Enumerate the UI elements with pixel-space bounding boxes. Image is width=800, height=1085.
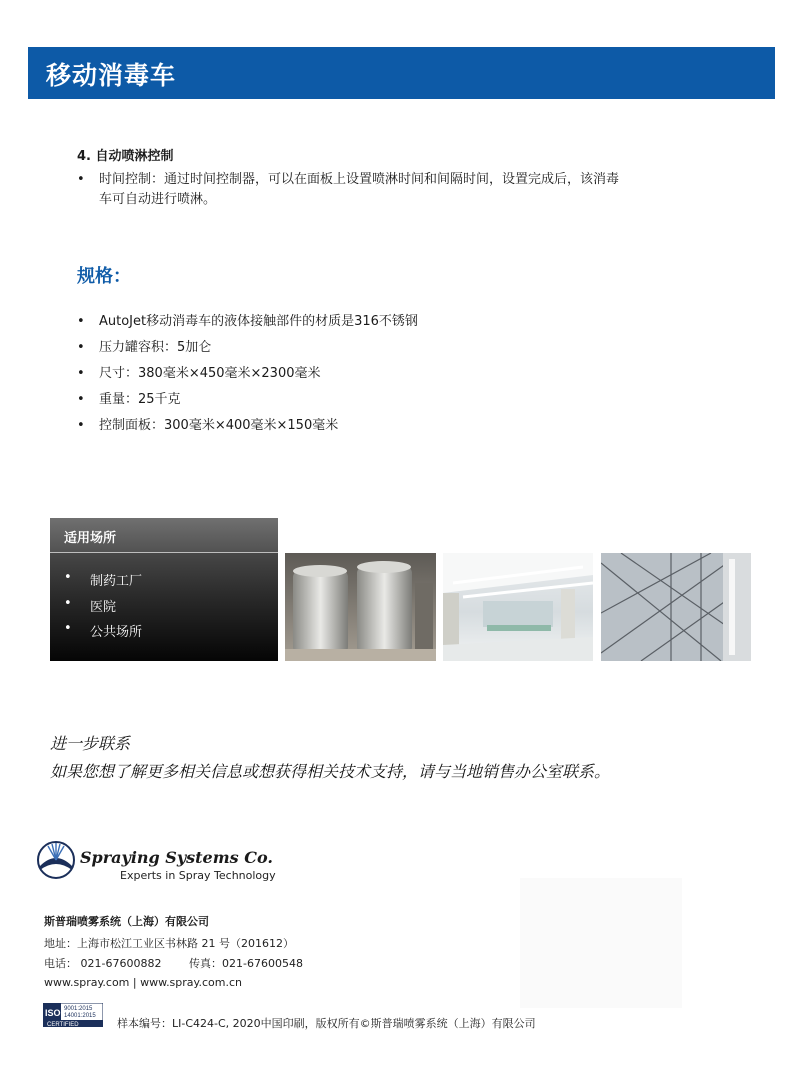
- spraying-systems-logo-icon: [36, 840, 76, 884]
- brand-name: Spraying Systems Co.: [80, 848, 273, 867]
- page-title: 移动消毒车: [46, 61, 177, 90]
- bullet-glyph: •: [64, 570, 72, 585]
- contact-text: 如果您想了解更多相关信息或想获得相关技术支持，请与当地销售办公室联系。: [50, 762, 611, 781]
- spec-item: 重量：25千克: [99, 392, 181, 407]
- application-item-label: 医院: [90, 600, 117, 615]
- public-space-photo: [601, 553, 751, 661]
- application-item-label: 公共场所: [90, 625, 143, 640]
- applications-box: [50, 518, 278, 661]
- brand-tagline: Experts in Spray Technology: [120, 869, 276, 882]
- list-item-text: [99, 170, 699, 210]
- company-address: 地址：上海市松江工业区书林路 21 号（201612）: [44, 937, 294, 950]
- spec-item: 控制面板：300毫米×400毫米×150毫米: [99, 418, 339, 433]
- list-item-line: 时间控制：通过时间控制器，可以在面板上设置喷淋时间和间隔时间，设置完成后，该消毒: [99, 172, 620, 187]
- spec-item: AutoJet移动消毒车的液体接触部件的材质是316不锈钢: [99, 314, 418, 329]
- iso-certified-logo-icon: [43, 1003, 103, 1031]
- faint-panel: [520, 878, 682, 1008]
- iso-mark: ISO: [45, 1008, 61, 1018]
- bullet-glyph: •: [64, 596, 72, 611]
- applications-header: [50, 518, 278, 553]
- company-phone: 电话： 021-67600882: [44, 957, 162, 970]
- spec-item: 尺寸：380毫米×450毫米×2300毫米: [99, 366, 321, 381]
- company-website[interactable]: www.spray.com | www.spray.com.cn: [44, 976, 242, 989]
- spec-item: 压力罐容积：5加仑: [99, 340, 212, 355]
- applications-title: 适用场所: [64, 531, 117, 546]
- bullet-glyph: •: [77, 366, 85, 381]
- application-item-label: 制药工厂: [90, 574, 143, 589]
- specs-heading: 规格：: [77, 266, 131, 287]
- list-item-line: 车可自动进行喷淋。: [99, 192, 217, 207]
- iso-line1: 9001:2015: [64, 1006, 93, 1012]
- bullet-glyph: •: [77, 392, 85, 407]
- bullet-glyph: •: [64, 621, 72, 636]
- contact-heading: 进一步联系: [50, 734, 131, 753]
- iso-label: CERTIFIED: [47, 1022, 79, 1027]
- bullet-glyph: •: [77, 314, 85, 329]
- footer-text: 样本编号：LI-C424-C, 2020中国印刷，版权所有©斯普瑞喷雾系统（上海）有限公司: [117, 1017, 536, 1030]
- company-fax: 传真：021-67600548: [189, 957, 303, 970]
- bullet-glyph: •: [77, 172, 85, 187]
- company-name: 斯普瑞喷雾系统（上海）有限公司: [44, 915, 209, 928]
- hospital-photo: [443, 553, 593, 661]
- bullet-glyph: •: [77, 418, 85, 433]
- pharma-plant-photo: [285, 553, 436, 661]
- header-bar: [28, 47, 775, 99]
- iso-line2: 14001:2015: [64, 1013, 96, 1019]
- auto-spray-heading: 4. 自动喷淋控制: [77, 149, 174, 164]
- bullet-glyph: •: [77, 340, 85, 355]
